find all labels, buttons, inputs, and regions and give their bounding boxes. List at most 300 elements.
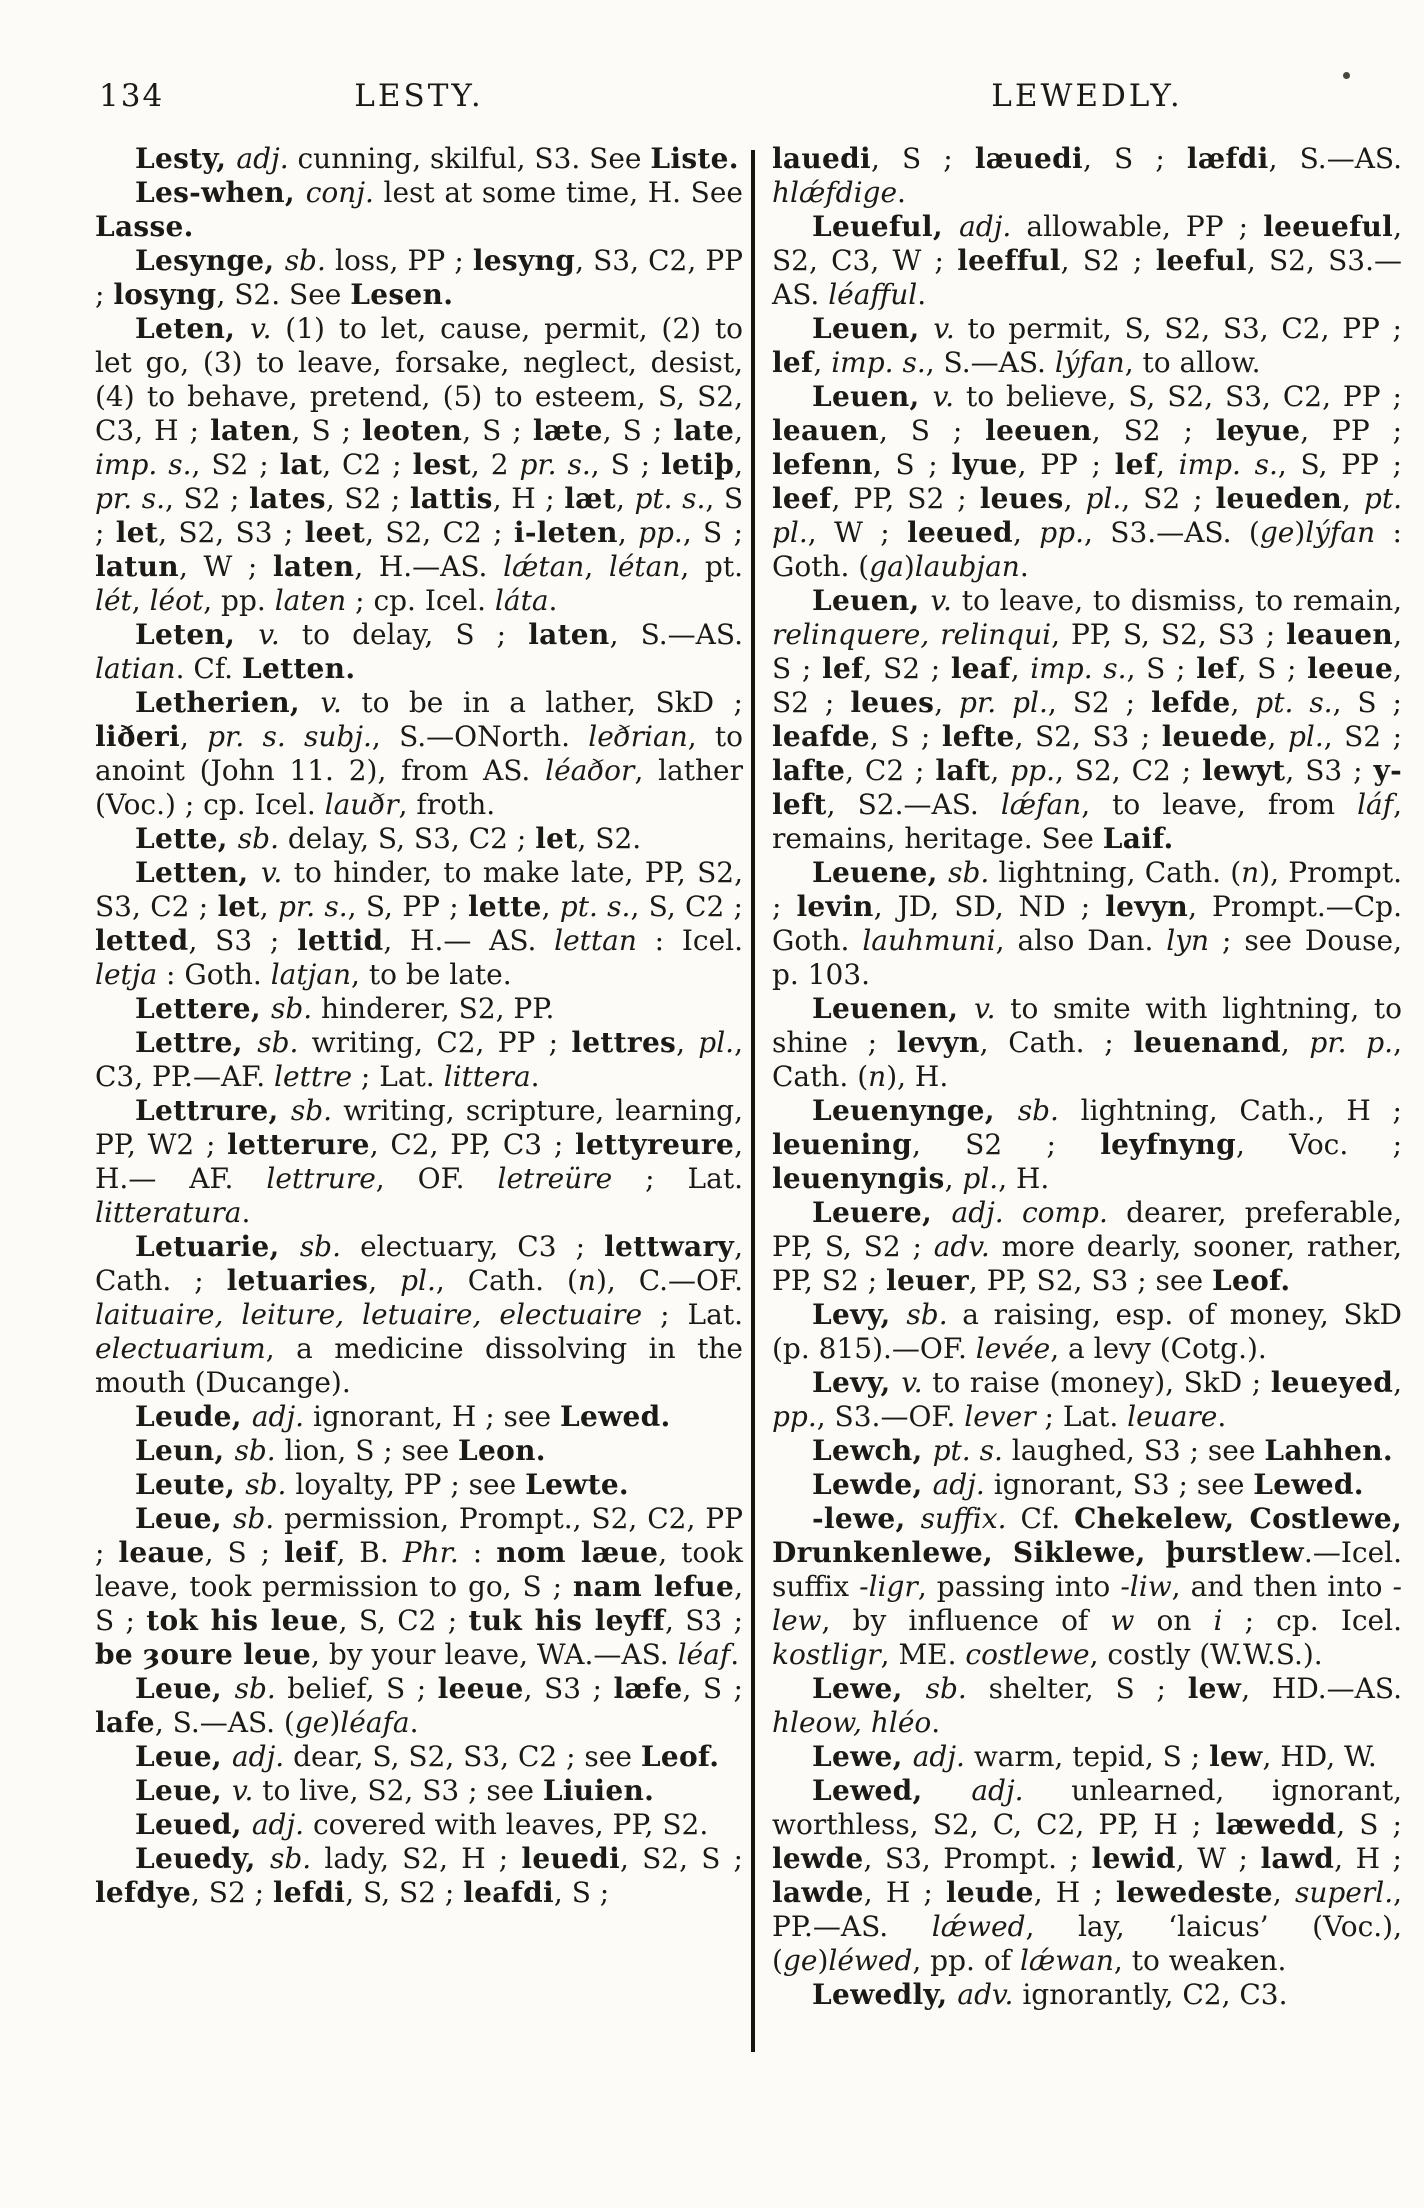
italic-label: sb.: [234, 1672, 276, 1705]
entry-text: , S2 ;: [190, 1876, 273, 1909]
italic-label: léaf: [677, 1638, 731, 1671]
entry-text: ; Lat.: [352, 1060, 444, 1093]
variant-form: læfe: [613, 1672, 683, 1705]
entry-text: , HD, W.: [1262, 1740, 1377, 1773]
variant-form: lefte: [941, 720, 1015, 753]
variant-form: lafe: [95, 1706, 155, 1739]
entry-text: : Goth. (: [772, 516, 1402, 583]
dictionary-entry: [95, 1740, 743, 1774]
entry-text: , S3 ;: [523, 1672, 614, 1705]
entry-text: , S, C2 ;: [630, 890, 743, 923]
entry-text: loyalty, PP ; see: [286, 1468, 526, 1501]
italic-label: sb.: [270, 992, 313, 1025]
italic-label: pl.: [1287, 720, 1324, 753]
entry-text: ), C.—OF.: [595, 1264, 743, 1297]
entry-text: , S, PP ;: [347, 890, 468, 923]
dictionary-entry: [772, 1298, 1402, 1366]
dictionary-entry: [95, 1842, 743, 1910]
entry-text: , C3, PP.—AF.: [95, 1026, 743, 1093]
entry-text: , S ;: [204, 1536, 285, 1569]
entry-text: , S, PP ;: [1277, 448, 1402, 481]
entry-text: , H.: [998, 1162, 1050, 1195]
headword: Lewe,: [812, 1672, 926, 1705]
entry-text: , S2, C2 ;: [1054, 754, 1203, 787]
variant-form: lawd: [1260, 1842, 1335, 1875]
italic-label: sb.: [237, 822, 279, 855]
ink-speck: [1343, 72, 1350, 79]
headword: Leuen,: [812, 584, 931, 617]
entry-text: , S ;: [1083, 142, 1187, 175]
variant-form: leaf: [950, 652, 1011, 685]
variant-form: laft: [935, 754, 991, 787]
entry-text: , to be late.: [351, 958, 512, 991]
entry-text: , S2 ;: [1121, 482, 1216, 515]
entry-text: , S2 ;: [1323, 720, 1403, 753]
italic-label: sb.: [906, 1298, 948, 1331]
italic-label: electuarium: [95, 1332, 266, 1365]
entry-text: delay, S, S3, C2 ;: [278, 822, 536, 855]
dictionary-entry: [772, 380, 1402, 584]
italic-label: pp.: [638, 516, 683, 549]
italic-label: hlǽfdige: [772, 176, 898, 209]
entry-text: ,: [259, 890, 278, 923]
variant-form: leeful: [1155, 244, 1247, 277]
dictionary-entry: [772, 1978, 1402, 2012]
headword: Leten,: [135, 312, 251, 345]
italic-label: leuare: [1127, 1400, 1218, 1433]
entry-text: , S ;: [872, 448, 952, 481]
entry-text: , S2 ;: [772, 652, 1403, 719]
variant-form: lyue: [951, 448, 1018, 481]
entry-text: ; Lat.: [642, 1298, 743, 1331]
headword: Lesty,: [135, 142, 237, 175]
entry-text: electuary, C3 ;: [341, 1230, 605, 1263]
dictionary-entry: [95, 618, 743, 686]
entry-text: , Prompt.—Cp. Goth.: [772, 890, 1402, 957]
dictionary-entry: [772, 1672, 1402, 1740]
headword: Lewde,: [812, 1468, 933, 1501]
entry-text: , to anoint (John 11. 2), from AS.: [95, 720, 743, 787]
entry-text: , S2, S3.— AS.: [772, 244, 1402, 311]
entry-text: , pp. of: [912, 1944, 1020, 1977]
entry-text: ,: [1393, 1366, 1402, 1399]
dictionary-entry: [772, 210, 1402, 312]
entry-text: , S2, S3 ;: [1014, 720, 1162, 753]
italic-label: pl.: [1085, 482, 1122, 515]
italic-label: pr. s.: [277, 890, 348, 923]
italic-label: imp. s.: [1178, 448, 1278, 481]
headword: Leued,: [135, 1808, 252, 1841]
italic-label: leðrian: [588, 720, 688, 753]
headword: Lewch,: [812, 1434, 933, 1467]
variant-form: lef: [772, 346, 814, 379]
variant-form: lefde: [1151, 686, 1231, 719]
entry-text: , H.—AS.: [354, 550, 504, 583]
entry-text: , Cath. (: [772, 1026, 1402, 1093]
entry-text: dear, S, S2, S3, C2 ; see: [284, 1740, 641, 1773]
italic-label: lyn: [1166, 924, 1210, 957]
variant-form: læuedi: [974, 142, 1083, 175]
entry-text: , S ;: [590, 448, 662, 481]
entry-text: , S2, S3 ;: [158, 516, 305, 549]
entry-text: ; Lat.: [1035, 1400, 1128, 1433]
entry-text: , Voc. ;: [1235, 1128, 1402, 1161]
dictionary-entry: [95, 1400, 743, 1434]
italic-label: ge: [294, 1706, 330, 1739]
entry-text: ,: [584, 550, 609, 583]
italic-label: imp. s.: [1030, 652, 1127, 685]
italic-label: sb.: [284, 244, 326, 277]
variant-form: Leof.: [640, 1740, 720, 1773]
entry-text: ,: [179, 720, 208, 753]
variant-form: leues: [979, 482, 1064, 515]
italic-label: pr. s.: [519, 448, 591, 481]
italic-label: pt. s.: [559, 890, 631, 923]
variant-form: late: [673, 414, 735, 447]
variant-form: læt: [564, 482, 616, 515]
entry-text: , S ;: [95, 482, 744, 549]
dictionary-entry: [772, 1366, 1402, 1434]
entry-text: , Cath. ;: [979, 1026, 1134, 1059]
italic-label: pt. pl.: [772, 482, 1402, 549]
entry-text: ): [817, 1944, 829, 1977]
headword: Lesynge,: [135, 244, 285, 277]
italic-label: imp. s.: [831, 346, 926, 379]
dictionary-entry: [95, 1094, 743, 1230]
entry-text: , S2 ;: [191, 448, 280, 481]
headword: Leute,: [135, 1468, 246, 1501]
entry-text: , S3 ;: [188, 924, 298, 957]
italic-label: pp.: [1039, 516, 1084, 549]
column-divider-rule: [751, 150, 755, 2052]
entry-text: .: [409, 1706, 419, 1739]
headword: Leten,: [135, 618, 259, 651]
entry-text: to permit, S, S2, S3, C2, PP ;: [954, 312, 1402, 345]
variant-form: lew: [1209, 1740, 1263, 1773]
entry-text: , remains, heritage. See: [772, 788, 1402, 855]
dictionary-entry: [95, 992, 743, 1026]
dictionary-entry: [772, 142, 1402, 210]
entry-text: a raising, esp. of money, SkD (p. 815).—OF.: [772, 1298, 1402, 1365]
entry-text: ; cp. Icel.: [346, 584, 495, 617]
italic-label: superl.: [1294, 1876, 1394, 1909]
variant-form: let: [115, 516, 159, 549]
italic-label: n: [1241, 856, 1260, 889]
variant-form: læte: [532, 414, 603, 447]
dictionary-entry: [95, 244, 743, 312]
variant-form: letiþ: [661, 448, 735, 481]
entry-text: , S ;: [869, 720, 942, 753]
entry-text: , S.—AS.: [609, 618, 743, 651]
entry-text: .—Icel. suffix: [772, 1536, 1402, 1603]
italic-label: pt. s.: [634, 482, 706, 515]
italic-label: pl.: [962, 1162, 999, 1195]
variant-form: lettyreure: [575, 1128, 735, 1161]
italic-label: levée: [975, 1332, 1051, 1365]
entry-text: ignorantly, C2, C3.: [1013, 1978, 1288, 2011]
running-head-right: LEWEDLY.: [991, 78, 1183, 114]
entry-text: ,: [1156, 448, 1179, 481]
italic-label: sb.: [1017, 1094, 1059, 1127]
variant-form: Liuien.: [542, 1774, 655, 1807]
entry-text: , S ;: [553, 1876, 610, 1909]
entry-text: permission, Prompt., S2, C2, PP ;: [95, 1502, 743, 1569]
dictionary-entry: [772, 1468, 1402, 1502]
italic-label: adj.: [251, 1808, 305, 1841]
entry-text: , W ;: [178, 550, 273, 583]
italic-label: adv.: [957, 1978, 1014, 2011]
dictionary-entry: [95, 1468, 743, 1502]
variant-form: let: [535, 822, 578, 855]
variant-form: lattis: [409, 482, 493, 515]
italic-label: ga: [869, 550, 904, 583]
italic-label: sb.: [234, 1434, 276, 1467]
dictionary-entry: [772, 1094, 1402, 1196]
variant-form: laten: [528, 618, 610, 651]
italic-label: letreüre: [497, 1162, 613, 1195]
italic-label: n: [577, 1264, 596, 1297]
variant-form: lettid: [297, 924, 384, 957]
entry-text: , S ;: [1237, 652, 1308, 685]
headword: Levy,: [812, 1366, 902, 1399]
variant-form: laten: [272, 550, 355, 583]
italic-label: i: [1213, 1604, 1223, 1637]
variant-form: leafdi: [463, 1876, 554, 1909]
entry-text: Cf.: [1006, 1502, 1075, 1535]
variant-form: lewid: [1091, 1842, 1176, 1875]
entry-text: , PP, S2 ;: [831, 482, 980, 515]
italic-label: pt. s.: [932, 1434, 1003, 1467]
entry-text: , C2 ;: [845, 754, 936, 787]
italic-label: -ligr: [859, 1570, 918, 1603]
entry-text: , PP ;: [1017, 448, 1115, 481]
entry-text: , Cath. (: [435, 1264, 578, 1297]
entry-text: , S ;: [682, 516, 744, 549]
variant-form: Chekelew, Costlewe, Drunkenlewe, Siklewe, þurstlew: [772, 1502, 1403, 1569]
entry-text: . Cf.: [175, 652, 242, 685]
entry-text: ,: [1012, 516, 1040, 549]
dictionary-entry: [95, 1808, 743, 1842]
italic-label: ge: [782, 1944, 818, 1977]
dictionary-entry: [772, 584, 1402, 856]
variant-form: leyue: [1215, 414, 1301, 447]
entry-text: , JD, SD, ND ;: [873, 890, 1106, 923]
entry-text: ): [1294, 516, 1306, 549]
dictionary-entry: [95, 1502, 743, 1672]
entry-text: , S.—AS.: [1268, 142, 1403, 175]
italic-label: lét: [95, 584, 132, 617]
italic-label: kostligr: [772, 1638, 881, 1671]
entry-text: , lather (Voc.) ; cp. Icel.: [95, 754, 743, 821]
entry-text: , H ;: [1334, 1842, 1402, 1875]
entry-text: .: [730, 1638, 740, 1671]
variant-form: leuede: [1161, 720, 1268, 753]
entry-text: , W ;: [1175, 1842, 1261, 1875]
entry-text: , S2.: [577, 822, 642, 855]
variant-form: leeue: [437, 1672, 524, 1705]
entry-text: , PP ;: [1300, 414, 1403, 447]
variant-form: leeuen: [985, 414, 1092, 447]
entry-text: to delay, S ;: [279, 618, 529, 651]
entry-text: , S3, Prompt. ;: [863, 1842, 1092, 1875]
italic-label: pr. p.: [1309, 1026, 1394, 1059]
entry-text: ; cp. Icel.: [1222, 1604, 1402, 1637]
variant-form: lef: [1114, 448, 1157, 481]
dictionary-entry: [95, 142, 743, 176]
variant-form: y-left: [772, 754, 1402, 821]
entry-text: , pt.: [680, 550, 743, 583]
variant-form: leueden: [1215, 482, 1343, 515]
variant-form: leude: [946, 1876, 1034, 1909]
entry-text: ; Lat.: [612, 1162, 743, 1195]
entry-text: , S.—AS.: [925, 346, 1055, 379]
headword: Leude,: [135, 1400, 252, 1433]
entry-text: , costly (W.W.S.).: [1089, 1638, 1323, 1671]
entry-text: , C2, PP, C3 ;: [369, 1128, 576, 1161]
entry-text: , took leave, took permission to go, S ;: [95, 1536, 744, 1603]
variant-form: lewde: [772, 1842, 864, 1875]
italic-label: costlewe: [965, 1638, 1090, 1671]
entry-text: , to weaken.: [1113, 1944, 1287, 1977]
right-column: [772, 142, 1402, 2012]
variant-form: tok his leue: [146, 1604, 339, 1637]
entry-text: , S ;: [1126, 652, 1197, 685]
italic-label: adj.: [231, 1740, 285, 1773]
italic-label: laten: [274, 584, 347, 617]
variant-form: lettres: [571, 1026, 677, 1059]
entry-text: , H ;: [1033, 1876, 1116, 1909]
variant-form: leuening: [772, 1128, 912, 1161]
entry-text: , S2 ;: [1091, 414, 1216, 447]
variant-form: nom læue: [496, 1536, 659, 1569]
entry-text: unlearned, ignorant, worthless, S2, C, C2, PP, H ;: [772, 1774, 1402, 1841]
entry-text: ,: [676, 1026, 699, 1059]
entry-text: , S ;: [602, 414, 674, 447]
italic-label: lettre: [274, 1060, 353, 1093]
entry-text: , S.—ONorth.: [371, 720, 589, 753]
variant-form: leoten: [362, 414, 463, 447]
entry-text: (1) to let, cause, permit, (2) to let go, (3) to leave, forsake, neglect, desist, (4) to behave, pretend, (5) to esteem, S, S2, C3, H ;: [95, 312, 743, 447]
variant-form: nam lefue: [572, 1570, 735, 1603]
variant-form: levin: [796, 890, 874, 923]
variant-form: leueyed: [1270, 1366, 1394, 1399]
italic-label: lýfan: [1305, 516, 1376, 549]
variant-form: lew: [1187, 1672, 1242, 1705]
entry-text: , lay, ‘laicus’ (Voc.), (: [772, 1910, 1402, 1977]
headword: Lettrure,: [135, 1094, 291, 1127]
entry-text: .: [548, 584, 558, 617]
variant-form: Lewte.: [525, 1468, 629, 1501]
variant-form: leef: [772, 482, 832, 515]
variant-form: lefdi: [273, 1876, 346, 1909]
italic-label: sb.: [245, 1468, 287, 1501]
entry-text: , S ;: [682, 1672, 743, 1705]
italic-label: sb.: [948, 856, 990, 889]
variant-form: Lesen.: [350, 278, 454, 311]
variant-form: liðeri: [95, 720, 180, 753]
entry-text: lightning, Cath., H ;: [1058, 1094, 1402, 1127]
dictionary-entry: [95, 1774, 743, 1808]
entry-text: loss, PP ;: [325, 244, 473, 277]
dictionary-entry: [95, 1434, 743, 1468]
entry-text: , OF.: [375, 1162, 498, 1195]
variant-form: leet: [304, 516, 366, 549]
italic-label: adj.: [912, 1740, 965, 1773]
italic-label: léafful: [828, 278, 918, 311]
variant-form: leuer: [886, 1264, 969, 1297]
italic-label: Phr.: [402, 1536, 459, 1569]
entry-text: .: [1019, 550, 1029, 583]
italic-label: v.: [231, 1774, 254, 1807]
entry-text: ; see Douse, p. 103.: [772, 924, 1402, 991]
entry-text: , PP, S, S2, S3 ;: [1051, 618, 1287, 651]
headword: Letuarie,: [135, 1230, 300, 1263]
italic-label: pl.: [400, 1264, 436, 1297]
entry-text: , S2 ;: [164, 482, 250, 515]
italic-label: v.: [250, 312, 272, 345]
entry-text: ), Prompt. ;: [772, 856, 1402, 923]
headword: Leueful,: [812, 210, 960, 243]
dictionary-entry: [772, 1502, 1402, 1672]
variant-form: Letten.: [241, 652, 356, 685]
headword: Leuenynge,: [812, 1094, 1018, 1127]
italic-label: lǽtan: [503, 550, 585, 583]
entry-text: .: [530, 1060, 540, 1093]
entry-text: .: [931, 1706, 941, 1739]
italic-label: léwed: [828, 1944, 913, 1977]
italic-label: lǽwan: [1019, 1944, 1114, 1977]
headword: Leuere,: [812, 1196, 952, 1229]
entry-text: lady, S2, H ;: [311, 1842, 522, 1875]
variant-form: lefdye: [95, 1876, 191, 1909]
italic-label: létan: [608, 550, 681, 583]
italic-label: pt. s.: [1255, 686, 1333, 719]
dictionary-entry: [772, 312, 1402, 380]
entry-text: to smite with lightning, to shine ;: [772, 992, 1402, 1059]
variant-form: lefenn: [772, 448, 873, 481]
variant-form: lafte: [772, 754, 846, 787]
headword: Lette,: [135, 822, 238, 855]
variant-form: lewyt: [1202, 754, 1286, 787]
entry-text: warm, tepid, S ;: [964, 1740, 1210, 1773]
entry-text: ,: [368, 1264, 401, 1297]
italic-label: lauðr: [324, 788, 399, 821]
variant-form: leeued: [907, 516, 1013, 549]
dictionary-entry: [772, 992, 1402, 1094]
headword: Levy,: [812, 1298, 907, 1331]
italic-label: adj.: [236, 142, 289, 175]
entry-text: , and then into: [1171, 1570, 1393, 1603]
entry-text: .: [1217, 1400, 1227, 1433]
italic-label: adv.: [933, 1230, 990, 1263]
italic-label: letja: [95, 958, 158, 991]
entry-text: ,: [1230, 686, 1256, 719]
italic-label: sb.: [925, 1672, 967, 1705]
entry-text: , S2, C3, W ;: [772, 210, 1402, 277]
italic-label: hleow, hléo: [772, 1706, 932, 1739]
headword: Leue,: [135, 1740, 232, 1773]
entry-text: , S3.—AS. (: [1084, 516, 1260, 549]
entry-text: hinderer, S2, PP.: [312, 992, 555, 1025]
dictionary-entry: [95, 686, 743, 822]
entry-text: , W ;: [807, 516, 908, 549]
variant-form: tuk his leyff: [468, 1604, 666, 1637]
entry-text: , S ;: [870, 142, 975, 175]
entry-text: , to leave, from: [1081, 788, 1358, 821]
italic-label: v.: [932, 380, 955, 413]
headword: lauedi: [772, 142, 871, 175]
entry-text: , H.— AF.: [95, 1128, 743, 1195]
